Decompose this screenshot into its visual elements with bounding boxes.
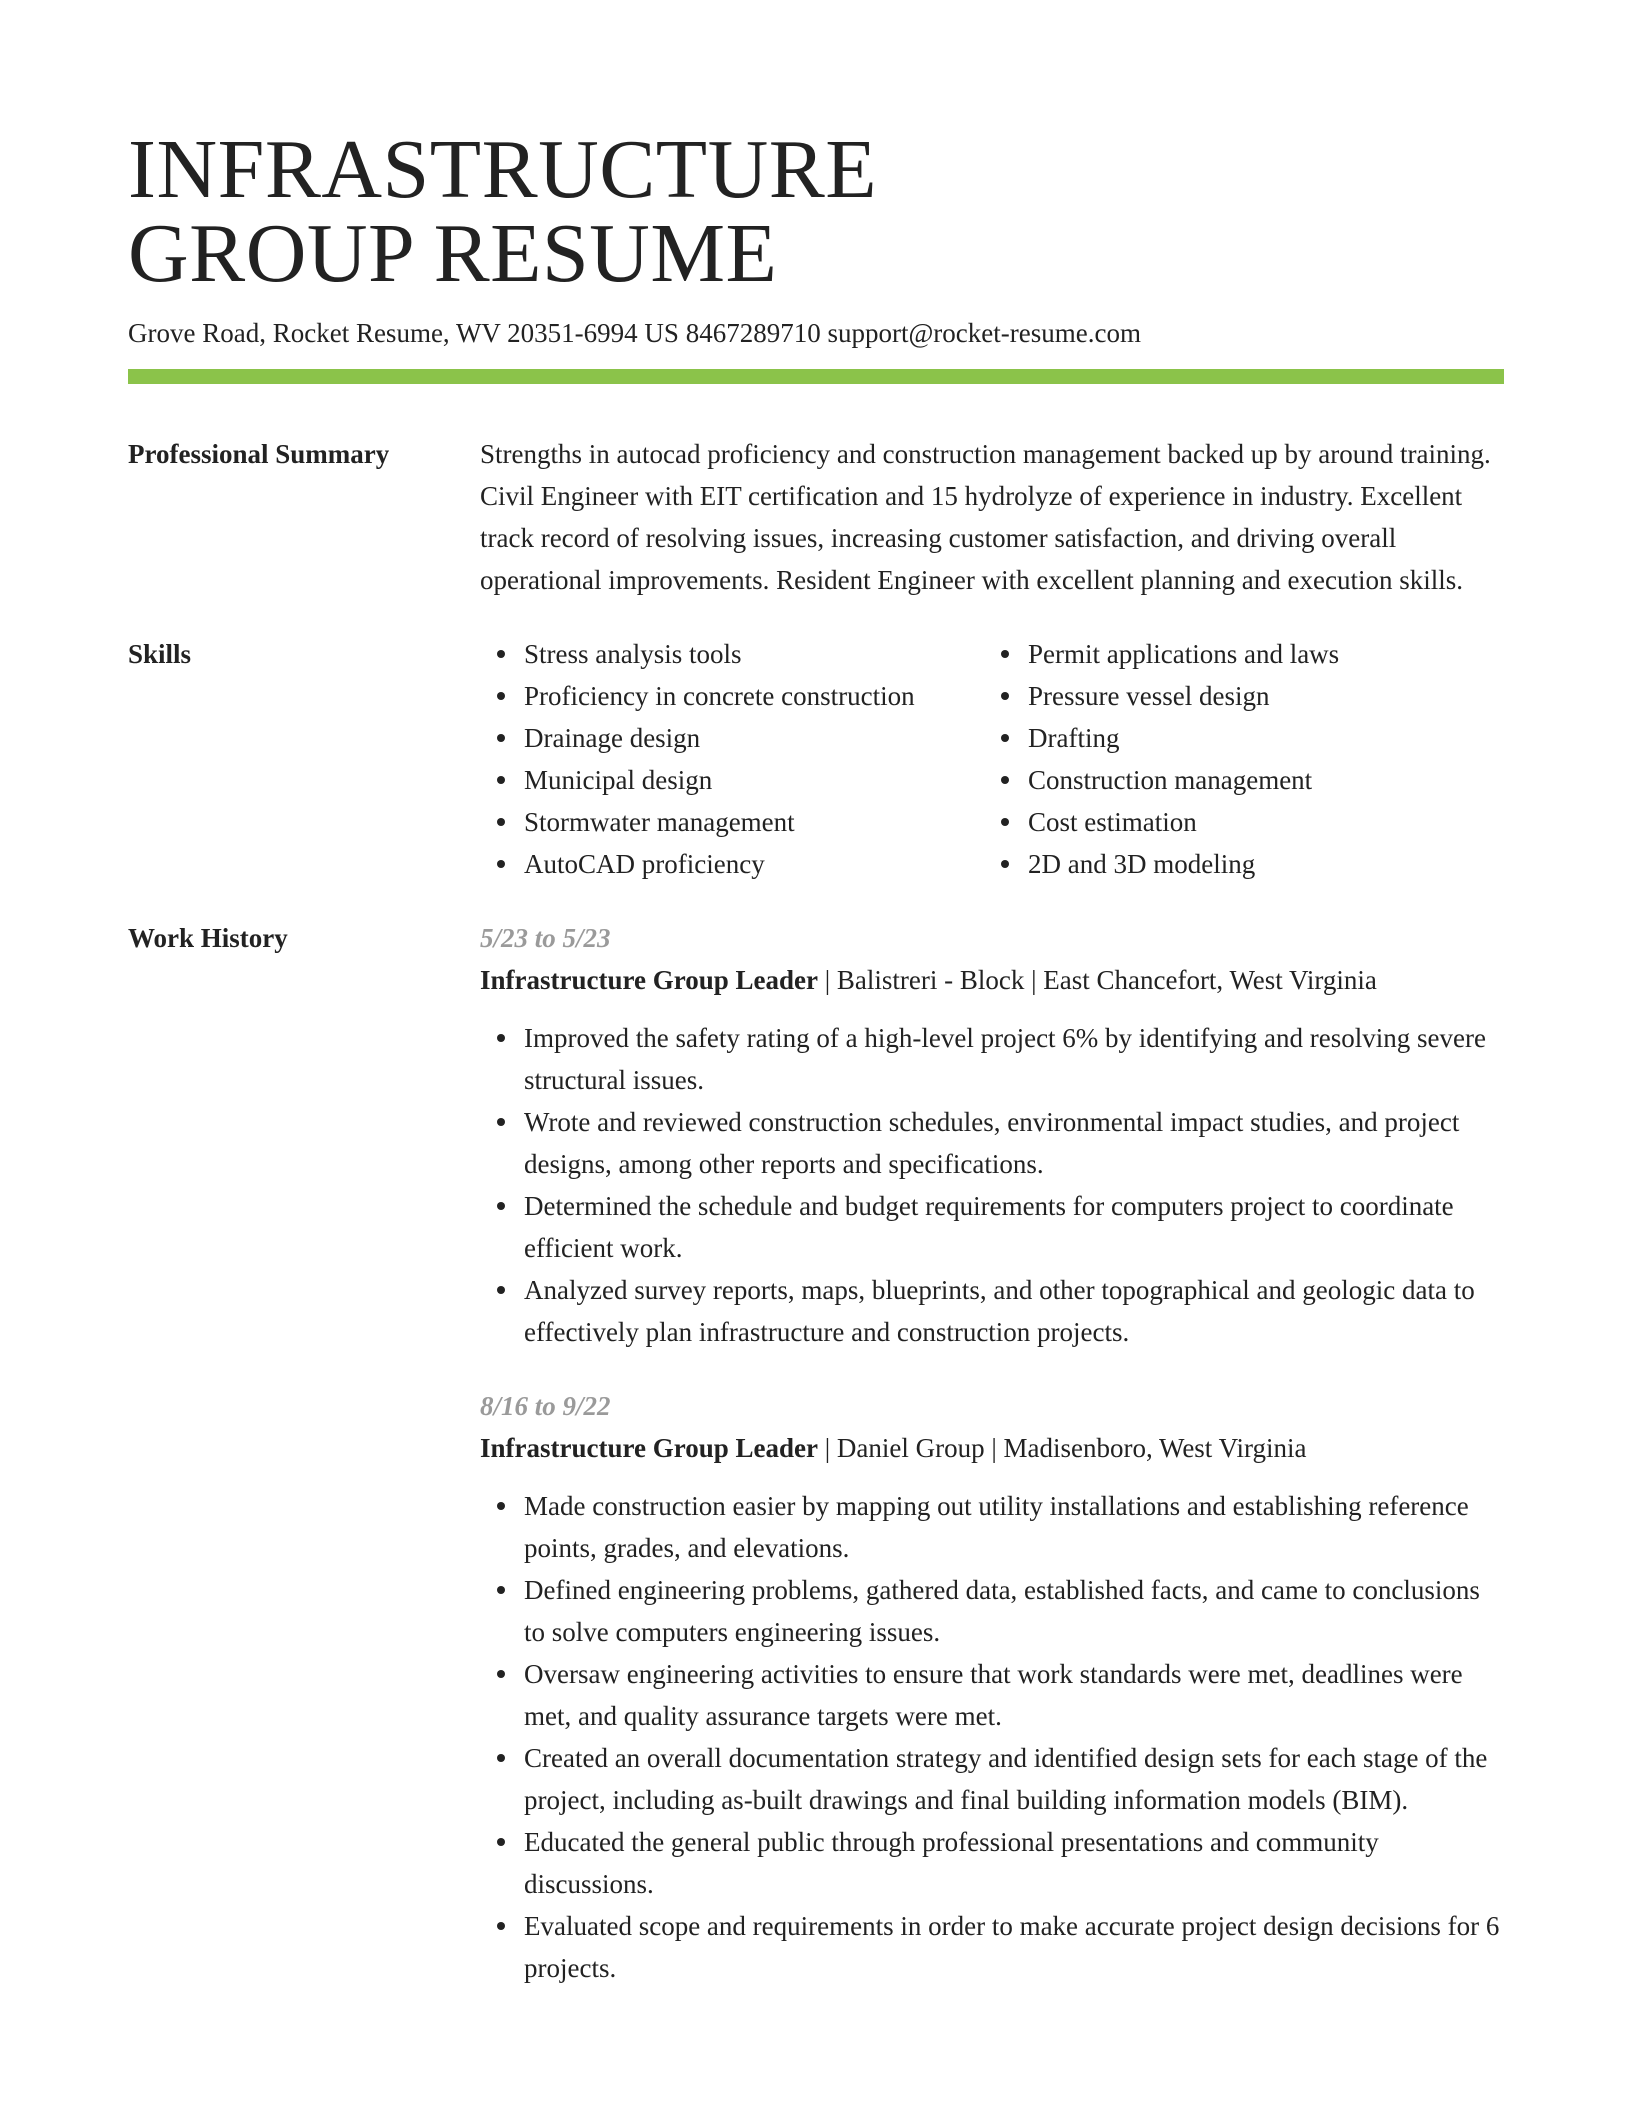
skill-item: Municipal design bbox=[524, 759, 984, 801]
job-title: Infrastructure Group Leader bbox=[480, 1433, 818, 1463]
skill-item: Drafting bbox=[1028, 717, 1488, 759]
accent-divider bbox=[128, 369, 1504, 384]
skills-body bbox=[480, 633, 1504, 885]
job-details: | Daniel Group | Madisenboro, West Virginia bbox=[817, 1433, 1307, 1463]
skill-item: 2D and 3D modeling bbox=[1028, 843, 1488, 885]
resume-title-line-2: GROUP RESUME bbox=[128, 207, 778, 300]
skills-list-left bbox=[480, 633, 984, 885]
skill-item: Stormwater management bbox=[524, 801, 984, 843]
job-bullet: Analyzed survey reports, maps, blueprints, and other topographical and geologic data to effectively plan infrastructure and construction projects. bbox=[524, 1269, 1504, 1353]
skill-item: AutoCAD proficiency bbox=[524, 843, 984, 885]
resume-title bbox=[128, 123, 1504, 300]
skill-item: Stress analysis tools bbox=[524, 633, 984, 675]
skill-item: Permit applications and laws bbox=[1028, 633, 1488, 675]
job-bullet: Determined the schedule and budget requirements for computers project to coordinate efficient work. bbox=[524, 1185, 1504, 1269]
job-bullets bbox=[480, 1485, 1504, 1989]
job-bullet: Created an overall documentation strategy and identified design sets for each stage of the project, including as-built drawings and final building information models (BIM). bbox=[524, 1737, 1504, 1821]
job-details: | Balistreri - Block | East Chancefort, West Virginia bbox=[817, 965, 1377, 995]
skill-item: Cost estimation bbox=[1028, 801, 1488, 843]
skill-item: Pressure vessel design bbox=[1028, 675, 1488, 717]
job-bullet: Defined engineering problems, gathered data, established facts, and came to conclusions to solve computers engineering issues. bbox=[524, 1569, 1504, 1653]
job-bullet: Wrote and reviewed construction schedules, environmental impact studies, and project designs, among other reports and specifications. bbox=[524, 1101, 1504, 1185]
work-history-section bbox=[128, 917, 1504, 2021]
job-bullets bbox=[480, 1017, 1504, 1353]
resume-page bbox=[128, 123, 1504, 2021]
job-entry bbox=[480, 917, 1504, 1353]
job-header bbox=[480, 1427, 1504, 1469]
work-history-body bbox=[480, 917, 1504, 2021]
job-dates: 5/23 to 5/23 bbox=[480, 923, 611, 953]
skills-section bbox=[128, 633, 1504, 885]
work-history-heading: Work History bbox=[128, 923, 288, 953]
job-dates: 8/16 to 9/22 bbox=[480, 1391, 611, 1421]
contact-info: Grove Road, Rocket Resume, WV 20351-6994 US 8467289710 support@rocket-resume.com bbox=[128, 318, 1141, 348]
job-bullet: Educated the general public through professional presentations and community discussions. bbox=[524, 1821, 1504, 1905]
job-bullet: Oversaw engineering activities to ensure that work standards were met, deadlines were met, and quality assurance targets were met. bbox=[524, 1653, 1504, 1737]
professional-summary-section bbox=[128, 433, 1504, 601]
job-bullet: Improved the safety rating of a high-level project 6% by identifying and resolving severe structural issues. bbox=[524, 1017, 1504, 1101]
job-bullet: Made construction easier by mapping out utility installations and establishing reference points, grades, and elevations. bbox=[524, 1485, 1504, 1569]
job-entry bbox=[480, 1385, 1504, 1989]
resume-title-line-1: INFRASTRUCTURE bbox=[128, 123, 878, 216]
professional-summary-text: Strengths in autocad proficiency and construction management backed up by around training. Civil Engineer with EIT certification and 15 hydrolyze of experience in industry. Excellent track record of resolving issues, increasing customer satisfaction, and driving overall operational improvements. Resident Engineer with excellent planning and execution skills. bbox=[480, 439, 1491, 595]
skills-list-right bbox=[984, 633, 1488, 885]
job-bullet: Evaluated scope and requirements in order to make accurate project design decisions for 6 projects. bbox=[524, 1905, 1504, 1989]
skills-grid bbox=[480, 633, 1504, 885]
job-title: Infrastructure Group Leader bbox=[480, 965, 818, 995]
professional-summary-heading: Professional Summary bbox=[128, 439, 390, 469]
skill-item: Proficiency in concrete construction bbox=[524, 675, 984, 717]
skill-item: Drainage design bbox=[524, 717, 984, 759]
professional-summary-body bbox=[480, 433, 1504, 601]
skills-heading: Skills bbox=[128, 639, 192, 669]
skill-item: Construction management bbox=[1028, 759, 1488, 801]
job-header bbox=[480, 959, 1504, 1001]
